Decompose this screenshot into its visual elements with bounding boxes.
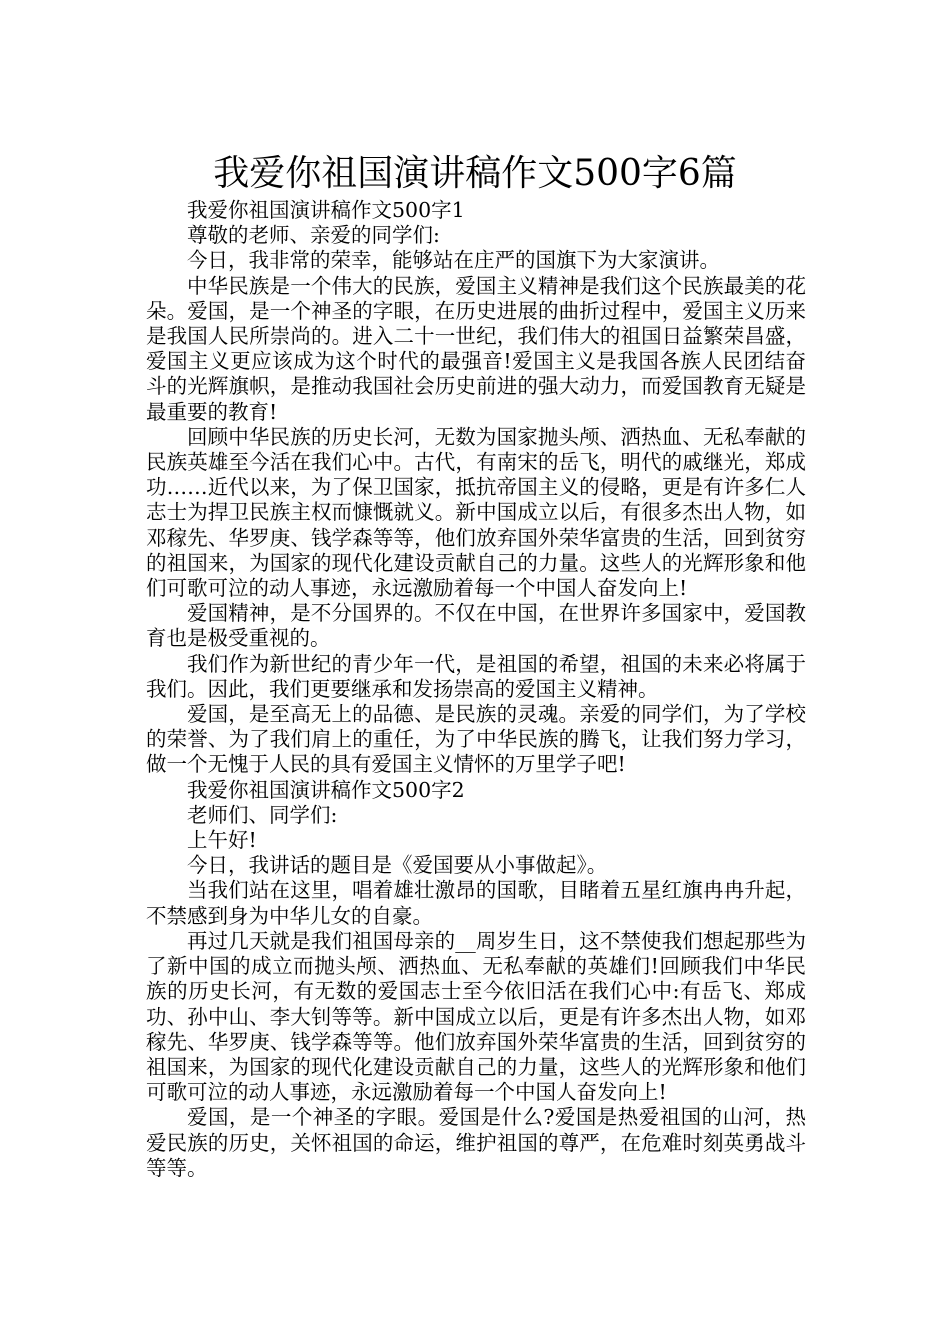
greeting-paragraph: 尊敬的老师、亲爱的同学们: <box>187 223 440 248</box>
body-paragraph: 当我们站在这里，唱着雄壮激昂的国歌，目睹着五星红旗冉冉升起，不禁感到身为中华儿女的自豪。 <box>146 878 806 928</box>
body-paragraph: 爱国，是一个神圣的字眼。爱国是什么?爱国是热爱祖国的山河，热爱民族的历史，关怀祖国的命运，维护祖国的尊严，在危难时刻英勇战斗等等。 <box>146 1105 806 1180</box>
body-paragraph: 回顾中华民族的历史长河，无数为国家抛头颅、洒热血、无私奉献的民族英雄至今活在我们心中。古代，有南宋的岳飞，明代的戚继光，郑成功……近代以来，为了保卫国家，抵抗帝国主义的侵略，更是有许多仁人志士为捍卫民族主权而慷慨就义。新中国成立以后，有很多杰出人物，如邓稼先、华罗庚、钱学森等等，他们放弃国外荣华富贵的生活，回到贫穷的祖国来，为国家的现代化建设贡献自己的力量。这些人的光辉形象和他们可歌可泣的动人事迹，永远激励着每一个中国人奋发向上! <box>146 424 806 601</box>
heading-essay-2: 我爱你祖国演讲稿作文500字2 <box>187 777 465 802</box>
greeting-paragraph: 老师们、同学们: <box>187 802 338 827</box>
body-paragraph: 爱国，是至高无上的品德、是民族的灵魂。亲爱的同学们，为了学校的荣誉、为了我们肩上的重任，为了中华民族的腾飞，让我们努力学习，做一个无愧于人民的具有爱国主义情怀的万里学子吧! <box>146 702 806 777</box>
document-body <box>146 198 806 1181</box>
greeting-paragraph: 上午好! <box>187 828 257 853</box>
body-paragraph: 再过几天就是我们祖国母亲的__周岁生日，这不禁使我们想起那些为了新中国的成立而抛头颅、洒热血、无私奉献的英雄们!回顾我们中华民族的历史长河，有无数的爱国志士至今依旧活在我们心中:有岳飞、郑成功、孙中山、李大钊等等。新中国成立以后，更是有许多杰出人物，如邓稼先、华罗庚、钱学森等等。他们放弃国外荣华富贵的生活，回到贫穷的祖国来，为国家的现代化建设贡献自己的力量，这些人的光辉形象和他们可歌可泣的动人事迹，永远激励着每一个中国人奋发向上! <box>146 928 806 1105</box>
body-paragraph: 今日，我非常的荣幸，能够站在庄严的国旗下为大家演讲。 <box>187 248 720 273</box>
body-paragraph: 爱国精神，是不分国界的。不仅在中国，在世界许多国家中，爱国教育也是极受重视的。 <box>146 601 806 651</box>
body-paragraph: 今日，我讲话的题目是《爱国要从小事做起》。 <box>187 853 608 878</box>
document-title: 我爱你祖国演讲稿作文500字6篇 <box>213 153 737 195</box>
heading-essay-1: 我爱你祖国演讲稿作文500字1 <box>187 198 465 222</box>
body-paragraph: 中华民族是一个伟大的民族，爱国主义精神是我们这个民族最美的花朵。爱国，是一个神圣的字眼，在历史进展的曲折过程中，爱国主义历来是我国人民所崇尚的。进入二十一世纪，我们伟大的祖国日益繁荣昌盛，爱国主义更应该成为这个时代的最强音!爱国主义是我国各族人民团结奋斗的光辉旗帜，是推动我国社会历史前进的强大动力，而爱国教育无疑是最重要的教育! <box>146 273 806 424</box>
body-paragraph: 我们作为新世纪的青少年一代，是祖国的希望，祖国的未来必将属于我们。因此，我们更要继承和发扬崇高的爱国主义精神。 <box>146 651 806 701</box>
